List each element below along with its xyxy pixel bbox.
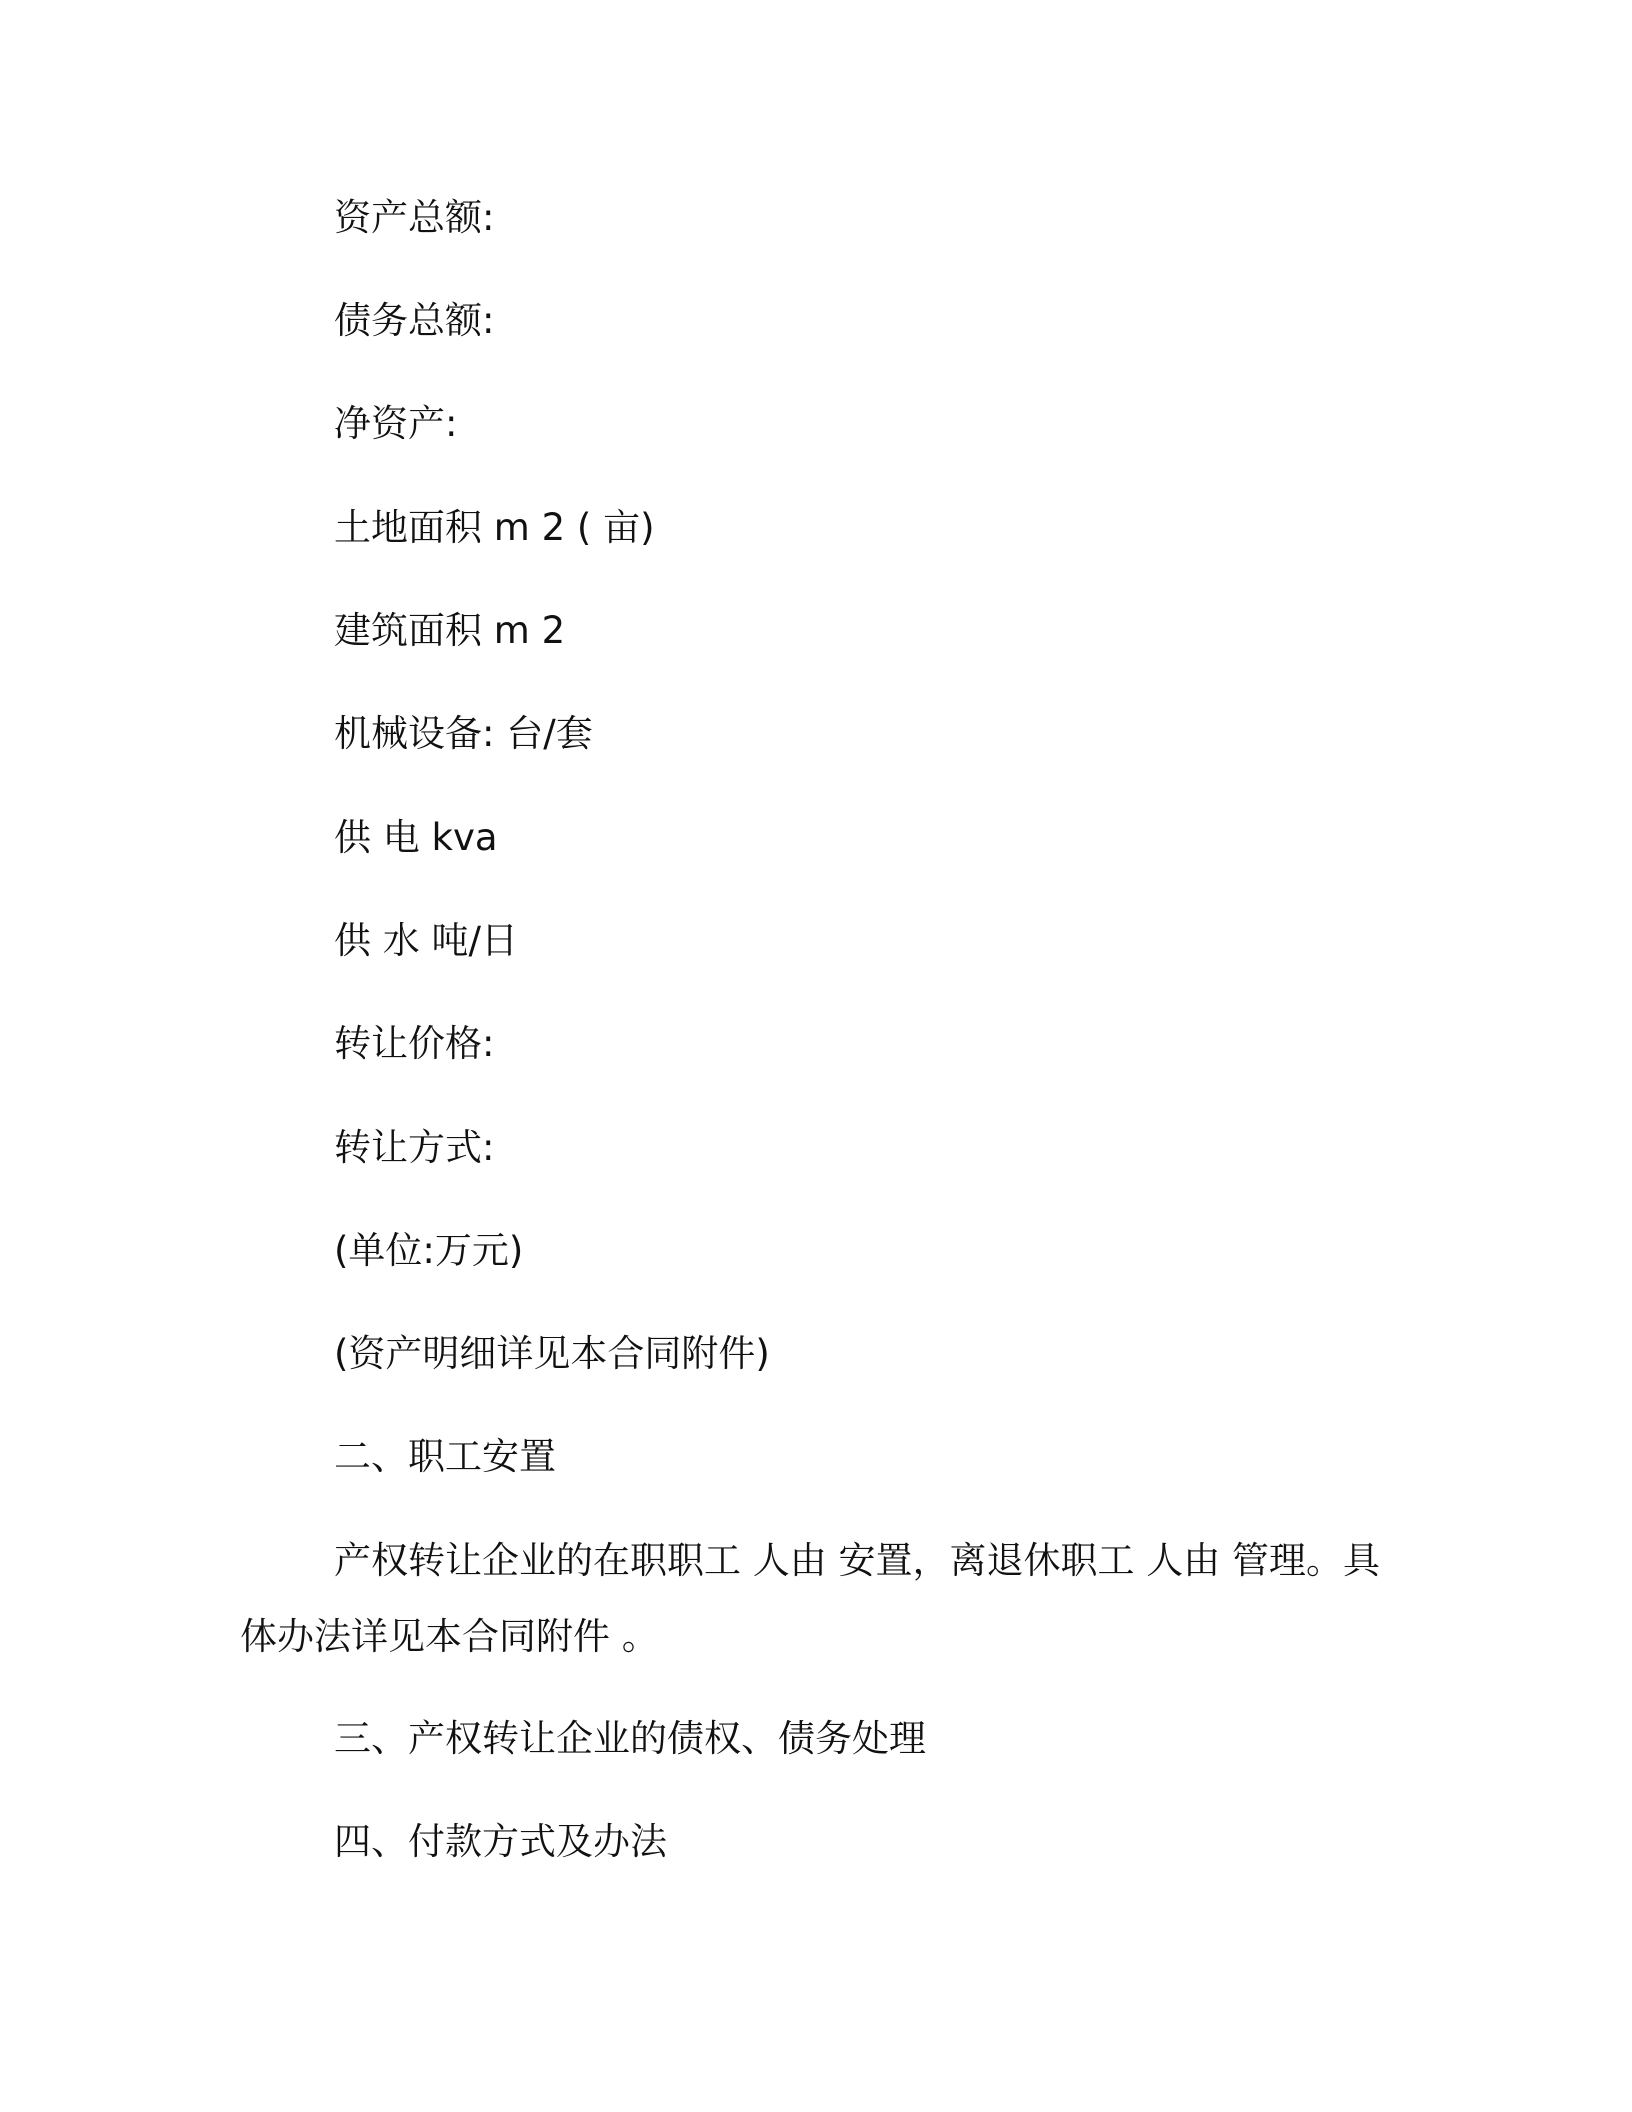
water-supply-line: 供 水 吨/日	[334, 919, 518, 962]
transfer-price-line: 转让价格:	[334, 1022, 495, 1065]
section-4-heading: 四、付款方式及办法	[334, 1820, 667, 1863]
total-assets-line: 资产总额:	[334, 196, 495, 239]
section-2-heading: 二、职工安置	[334, 1435, 556, 1478]
land-area-line: 土地面积 m 2 ( 亩)	[334, 506, 655, 549]
unit-note-line: (单位:万元)	[334, 1229, 524, 1272]
staff-placement-paragraph: 产权转让企业的在职职工 人由 安置，离退休职工 人由 管理。具体办法详见本合同附件 。	[240, 1539, 1381, 1658]
transfer-method-line: 转让方式:	[334, 1126, 495, 1169]
machinery-line: 机械设备: 台/套	[334, 712, 593, 755]
total-debt-line: 债务总额:	[334, 299, 495, 342]
building-area-line: 建筑面积 m 2	[334, 609, 566, 652]
section-3-heading: 三、产权转让企业的债权、债务处理	[334, 1717, 926, 1760]
asset-detail-note-line: (资产明细详见本合同附件)	[334, 1332, 770, 1375]
net-assets-line: 净资产:	[334, 402, 458, 445]
power-supply-line: 供 电 kva	[334, 816, 498, 859]
